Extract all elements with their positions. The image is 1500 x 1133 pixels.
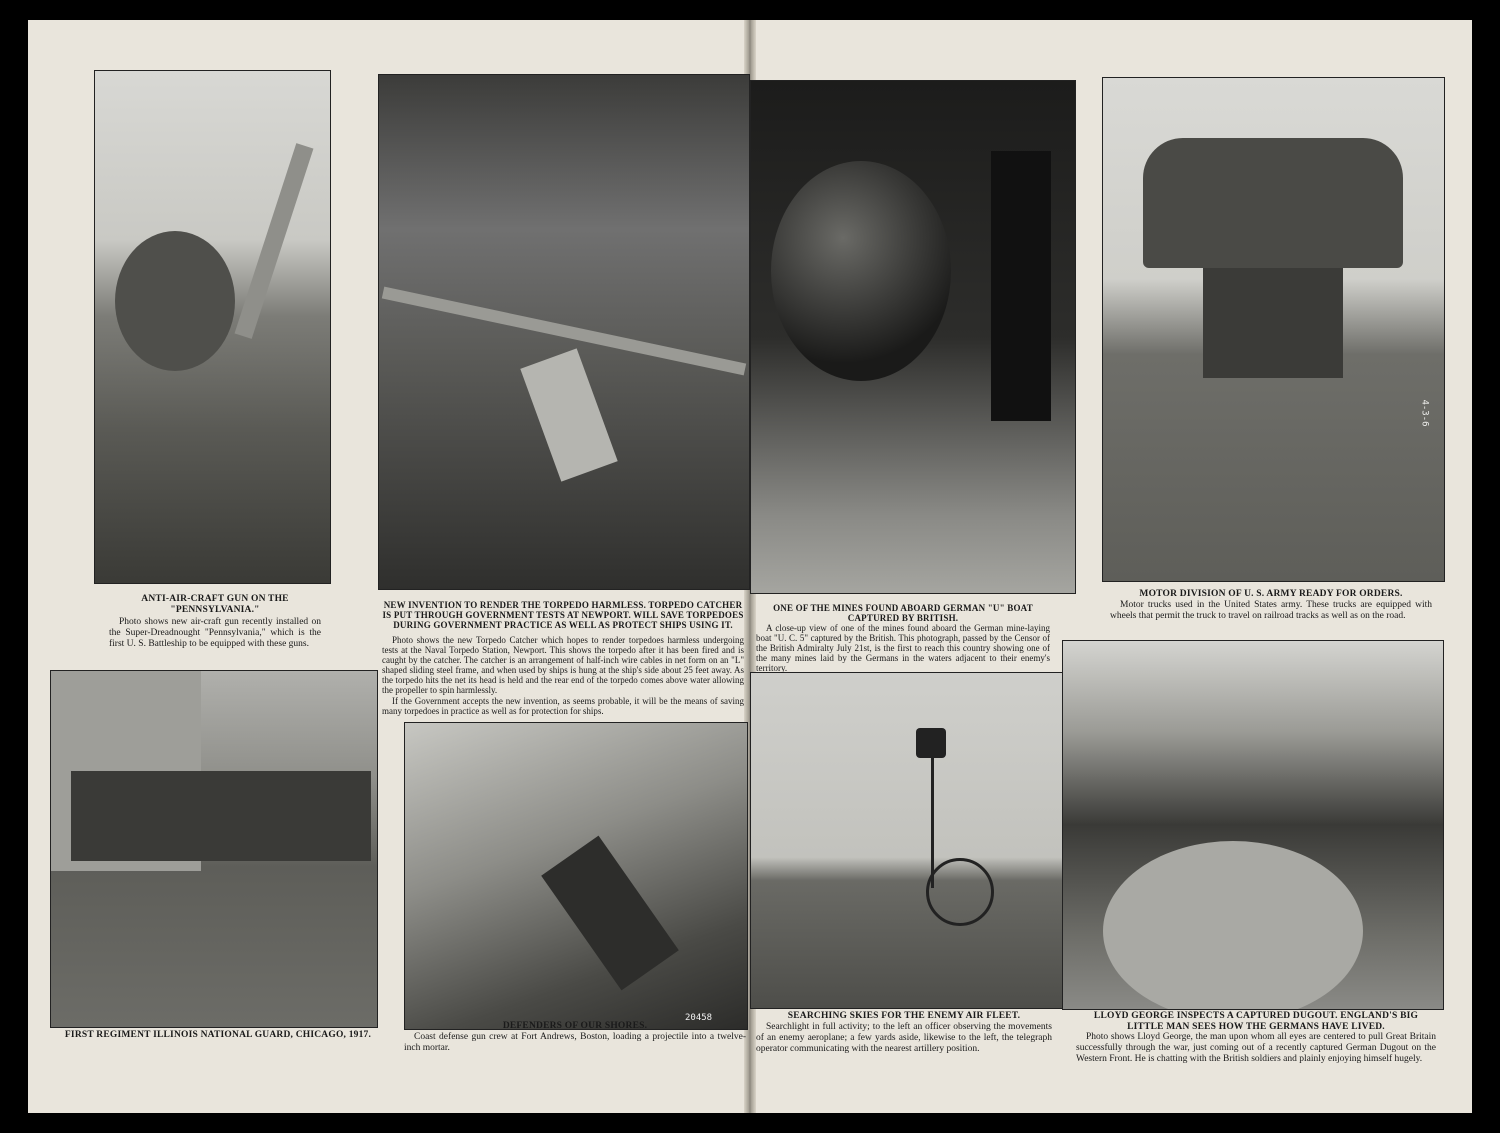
photo-searchlight <box>750 672 1076 1009</box>
caption-body: Photo shows the new Torpedo Catcher which hopes to render torpedoes harmless undergoing tests at the Naval Torpedo Station, Newport. This shows the torpedo after it has been fired and is caught by the catcher. The catcher is an arrangement of half-inch wire cables in net form on an "L" shaped sliding steel frame, and when used by ships is hung at the ship's side about 25 feet away. As the torpedo hits the net its head is held and the rear end of the torpedo comes above water allowing the propeller to spin harmlessly. <box>382 635 744 696</box>
caption-title: FIRST REGIMENT ILLINOIS NATIONAL GUARD, CHICAGO, 1917. <box>64 1030 372 1040</box>
photo-number-motor: 4-3-6 <box>1419 399 1430 427</box>
caption-title: ANTI-AIR-CRAFT GUN ON THE "PENNSYLVANIA." <box>141 594 289 615</box>
caption-torpedo-catcher <box>382 601 744 716</box>
caption-body: Motor trucks used in the United States army. These trucks are equipped with wheels that permit the truck to travel on railroad tracks as well as on the road. <box>1110 599 1432 621</box>
caption-body-2: If the Government accepts the new invention, as seems probable, it will be the means of saving many torpedoes in practice as well as for protection for ships. <box>382 696 744 717</box>
caption-defenders <box>404 1021 746 1054</box>
photo-german-mine <box>750 80 1076 594</box>
photo-defenders <box>404 722 748 1030</box>
caption-title: DEFENDERS OF OUR SHORES. <box>502 1021 648 1031</box>
photo-anti-aircraft-gun <box>94 70 331 584</box>
photo-lloyd-george <box>1062 640 1444 1010</box>
caption-illinois-guard <box>62 1030 374 1041</box>
caption-title: SEARCHING SKIES FOR THE ENEMY AIR FLEET. <box>787 1011 1021 1021</box>
caption-body: Photo shows new air-craft gun recently installed on the Super-Dreadnought "Pennsylvania," which is the first U. S. Battleship to be equipped with these guns. <box>109 617 321 649</box>
caption-anti-aircraft-gun <box>109 594 321 650</box>
photo-number-defenders: 20458 <box>685 1013 713 1023</box>
caption-searchlight <box>756 1011 1052 1055</box>
caption-title: LLOYD GEORGE INSPECTS A CAPTURED DUGOUT. ENGLAND'S BIG LITTLE MAN SEES HOW THE GERMANS HAVE LIVED. <box>1093 1011 1419 1032</box>
caption-title: NEW INVENTION TO RENDER THE TORPEDO HARMLESS. TORPEDO CATCHER IS PUT THROUGH GOVERNMENT TESTS AT NEWPORT. WILL SAVE TORPEDOES DURING GOVERNMENT PRACTICE AS WELL AS PROTECT SHIPS USING IT. <box>382 600 744 630</box>
caption-body: Photo shows Lloyd George, the man upon whom all eyes are centered to pull Great Britain successfully through the war, just coming out of a recently captured German Dugout on the Western Front. He is chatting with the British soldiers and plainly enjoying himself hugely. <box>1076 1032 1436 1064</box>
caption-german-mine <box>756 603 1050 673</box>
photo-motor-division <box>1102 77 1445 582</box>
photo-torpedo-catcher <box>378 74 750 590</box>
caption-lloyd-george <box>1076 1011 1436 1065</box>
caption-title: ONE OF THE MINES FOUND ABOARD GERMAN "U" BOAT CAPTURED BY BRITISH. <box>773 603 1033 623</box>
caption-body: Coast defense gun crew at Fort Andrews, Boston, loading a projectile into a twelve-inch mortar. <box>404 1031 746 1053</box>
photo-illinois-guard <box>50 670 378 1028</box>
caption-body: A close-up view of one of the mines found aboard the German mine-laying boat "U. C. 5" captured by the British. This photograph, passed by the Censor of the British Admiralty July 21st, is the first to reach this country showing one of the many mines laid by the Germans in the waters adjacent to their enemy's territory. <box>756 623 1050 673</box>
caption-title: MOTOR DIVISION OF U. S. ARMY READY FOR ORDERS. <box>1139 589 1403 599</box>
caption-motor-division <box>1110 589 1432 622</box>
caption-body: Searchlight in full activity; to the left an officer observing the movements of an enemy aeroplane; a few yards aside, likewise to the left, the telegraph operator communicating with the nearest artillery position. <box>756 1021 1052 1054</box>
